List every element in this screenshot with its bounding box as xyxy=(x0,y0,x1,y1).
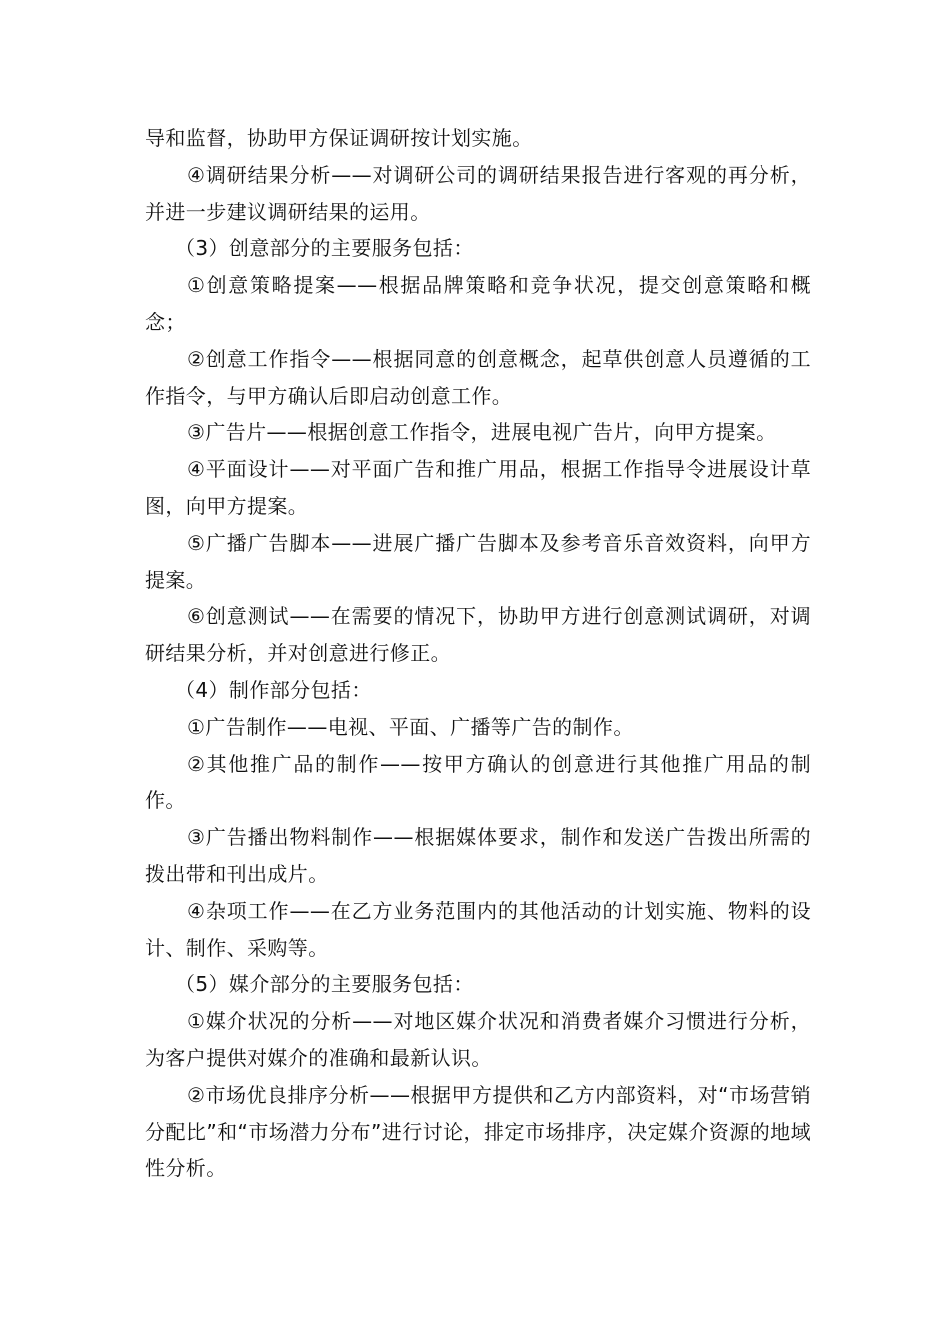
paragraph-item: ②创意工作指令——根据同意的创意概念，起草供创意人员遵循的工作指令，与甲方确认后即启动创意工作。 xyxy=(145,346,811,408)
paragraph-item: ③广告播出物料制作——根据媒体要求，制作和发送广告拨出所需的拨出带和刊出成片。 xyxy=(145,825,811,886)
paragraph-item: ⑤广播广告脚本——进展广播广告脚本及参考音乐音效资料，向甲方提案。 xyxy=(145,530,811,592)
paragraph-item: ②市场优良排序分析——根据甲方提供和乙方内部资料，对“市场营销分配比”和“市场潜力分布”进行讨论，排定市场排序，决定媒介资源的地域性分析。 xyxy=(145,1082,811,1181)
paragraph-item: ⑥创意测试——在需要的情况下，协助甲方进行创意测试调研，对调研结果分析，并对创意进行修正。 xyxy=(145,604,811,666)
section-heading-production: （4）制作部分包括： xyxy=(175,677,372,702)
paragraph-item: ①媒介状况的分析——对地区媒介状况和消费者媒介习惯进行分析，为客户提供对媒介的准确和最新认识。 xyxy=(145,1009,811,1070)
paragraph-item: ④调研结果分析——对调研公司的调研结果报告进行客观的再分析，并进一步建议调研结果的运用。 xyxy=(145,162,811,224)
document-body xyxy=(145,120,811,1187)
paragraph-item: ②其他推广品的制作——按甲方确认的创意进行其他推广用品的制作。 xyxy=(145,751,811,813)
paragraph-item: ④杂项工作——在乙方业务范围内的其他活动的计划实施、物料的设计、制作、采购等。 xyxy=(145,898,811,960)
paragraph-item: ①创意策略提案——根据品牌策略和竞争状况，提交创意策略和概念； xyxy=(145,273,811,334)
section-heading-creative: （3）创意部分的主要服务包括： xyxy=(175,236,474,261)
section-heading-media: （5）媒介部分的主要服务包括： xyxy=(175,972,474,997)
paragraph-item: ①广告制作——电视、平面、广播等广告的制作。 xyxy=(187,714,634,739)
paragraph-continuation: 导和监督，协助甲方保证调研按计划实施。 xyxy=(145,126,533,150)
paragraph-item: ③广告片——根据创意工作指令，进展电视广告片，向甲方提案。 xyxy=(187,420,777,445)
paragraph-item: ④平面设计——对平面广告和推广用品，根据工作指导令进展设计草图，向甲方提案。 xyxy=(145,457,811,518)
